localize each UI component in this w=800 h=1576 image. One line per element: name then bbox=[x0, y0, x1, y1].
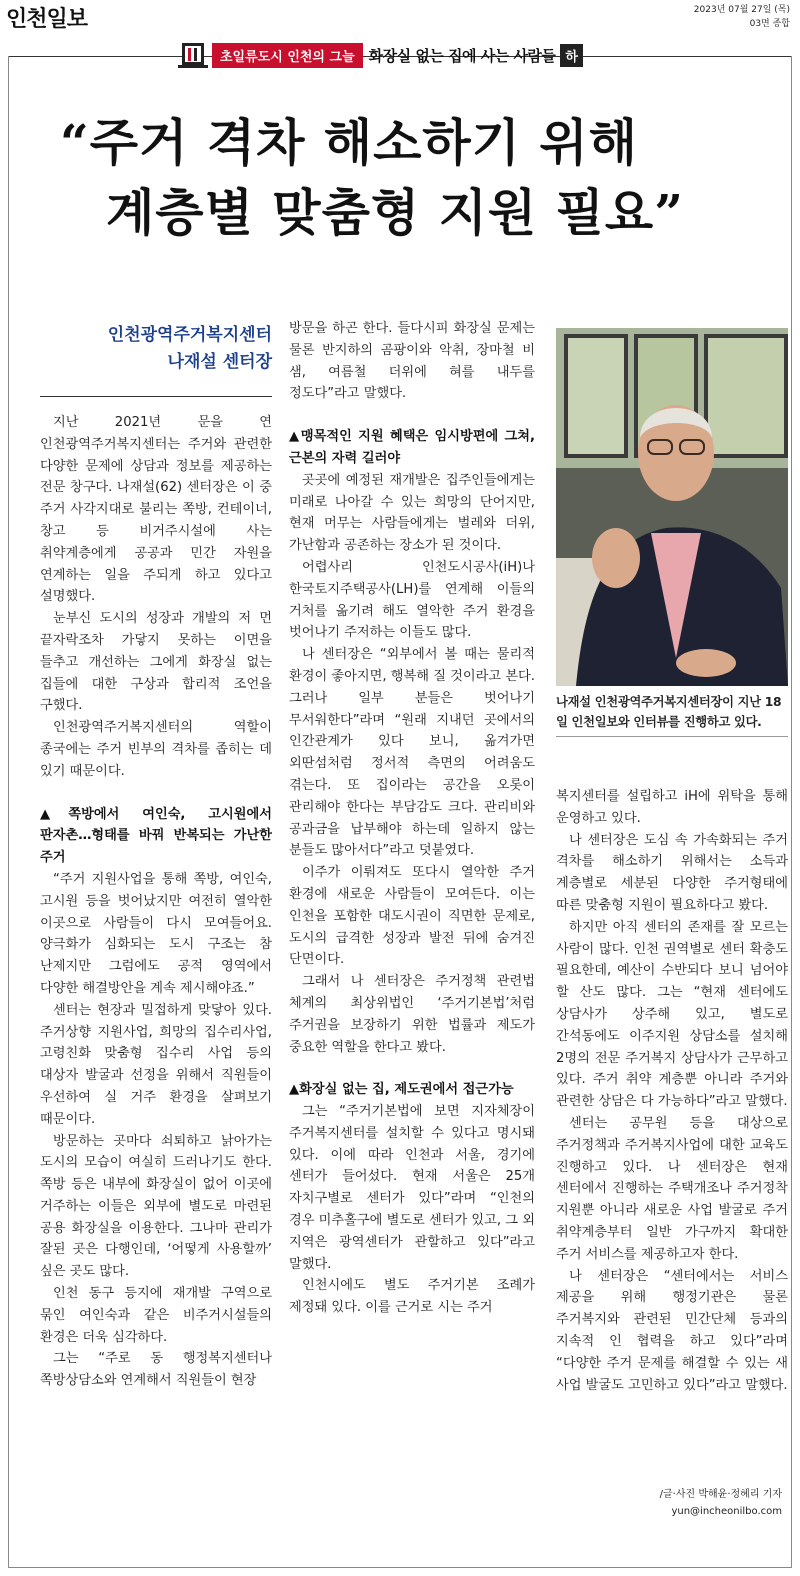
interviewee-org: 인천광역주거복지센터 bbox=[107, 325, 272, 345]
paragraph: 인천 동구 등지에 재개발 구역으로 묶인 여인숙과 같은 비주거시설들의 환경은 더욱 심각하다. bbox=[40, 1286, 272, 1345]
paragraph: 복지센터를 설립하고 iH에 위탁을 통해 운영하고 있다. bbox=[556, 789, 788, 826]
paragraph: 지난 2021년 문을 연 인천광역주거복지센터는 주거와 관련한 다양한 문제에 상담과 정보를 제공하는 전문 창구다. 나재설(62) 센터장은 이 중 주거 사각지대로 불리는 쪽방, 컨테이너, 창고 등 비거주시설에 사는 취약계층에게 공공과 민간 자원을 연계하는 일을 주되게 하고 있다고 설명했다. bbox=[40, 415, 272, 605]
dateline bbox=[694, 3, 790, 31]
series-part-badge: 하 bbox=[560, 44, 583, 67]
subhead-rule bbox=[40, 396, 272, 397]
issue-date: 2023년 07월 27일 (목) bbox=[693, 5, 790, 15]
byline-email: yun@incheonilbo.com bbox=[671, 1506, 782, 1517]
interview-photo bbox=[556, 328, 788, 686]
paragraph: 방문을 하곤 한다. 들다시피 화장실 문제는 물론 반지하의 곰팡이와 악취, 장마철 비 샘, 여름철 더위에 혀를 내두를 정도다”라고 말했다. bbox=[289, 321, 535, 402]
headline-line1: “주거 격차 해소하기 위해 bbox=[60, 113, 638, 172]
paragraph: 이주가 이뤄져도 또다시 열악한 주거 환경에 새로운 사람들이 모여든다. 이는 인천을 포함한 대도시권이 직면한 문제로, 도시의 급격한 성장과 발전 뒤에 숨겨진 단면이다. bbox=[289, 865, 535, 968]
article-column-1 bbox=[40, 412, 272, 1562]
paragraph: 나 센터장은 “외부에서 볼 때는 물리적 환경이 좋아지면, 행복해 질 것이라고 본다. 그러나 일부 분들은 벗어나기 무서워한다”라며 “원래 지내던 곳에서의 인간관계가 있다 보니, 옮겨가면 외딴섬처럼 정서적 측면의 어려움도 겪는다. 또 집이라는 공간을 오롯이 관리해야 한다는 부담감도 크다. 관리비와 공과금을 납부해야 하는데 일하지 않는 분들도 많아서다”라고 덧붙였다. bbox=[289, 647, 535, 859]
paragraph: 어렵사리 인천도시공사(iH)나 한국토지주택공사(LH)를 연계해 이들의 거처를 옮기려 해도 열악한 주거 환경을 벗어나기 주저하는 이들도 많다. bbox=[289, 559, 535, 641]
interviewee-subhead bbox=[40, 322, 272, 376]
series-title: 화장실 없는 집에 사는 사람들 bbox=[368, 46, 556, 65]
paragraph: 그는 “주로 동 행정복지센터나 쪽방상담소와 연계해서 직원들이 현장 bbox=[40, 1351, 272, 1389]
article-column-3 bbox=[556, 786, 788, 1468]
caption-rule bbox=[556, 736, 788, 737]
paragraph: 그래서 나 센터장은 주거정책 관련법 체계의 최상위법인 ‘주거기본법’처럼 주거권을 보장하기 위한 법률과 제도가 중요한 역할을 한다고 봤다. bbox=[289, 974, 535, 1055]
page-section: 03면 종합 bbox=[749, 19, 790, 29]
paragraph: 인천시에도 별도 주거기본 조례가 제정돼 있다. 이를 근거로 시는 주거 bbox=[289, 1278, 535, 1316]
paragraph: “주거 지원사업을 통해 쪽방, 여인숙, 고시원 등을 벗어났지만 여전히 열악한 이곳으로 사람들이 다시 모여들어요. 양극화가 심화되는 도시 구조는 참 난제지만 그럼에도 공적 영역에서 다양한 해결방안을 계속 제시해야죠.” bbox=[40, 871, 272, 996]
series-tag: 초일류도시 인천의 그늘 bbox=[212, 43, 363, 68]
masthead bbox=[0, 0, 800, 40]
byline-credit: /글·사진 박해윤·정혜리 기자 bbox=[659, 1489, 782, 1500]
paragraph: 곳곳에 예정된 재개발은 집주인들에게는 미래로 나아갈 수 있는 희망의 단어지만, 현재 머무는 사람들에게는 벌레와 더위, 가난함과 공존하는 장소가 된 것이다. bbox=[289, 472, 535, 554]
paragraph: 인천광역주거복지센터의 역할이 종국에는 주거 빈부의 격차를 좁히는 데 있기 때문이다. bbox=[40, 720, 272, 779]
section-heading: ▲화장실 없는 집, 제도권에서 접근가능 bbox=[289, 1082, 514, 1098]
byline bbox=[660, 1486, 782, 1520]
paragraph: 센터는 현장과 밀접하게 맞닿아 있다. 주거상향 지원사업, 희망의 집수리사업, 고령친화 맞춤형 집수리 사업 등의 대상자 발굴과 선정을 위해서 직원들이 우선하여 실 거주 환경을 살펴보기 때문이다. bbox=[40, 1002, 272, 1127]
interviewee-photo-illustration bbox=[556, 328, 788, 686]
headline-line2: 계층별 맞춤형 지원 필요” bbox=[106, 183, 684, 242]
building-icon bbox=[176, 40, 210, 70]
paragraph: 나 센터장은 도심 속 가속화되는 주거 격차를 해소하기 위해서는 소득과 계층별로 세분된 다양한 주거형태에 따른 맞춤형 지원이 필요하다고 봤다. bbox=[556, 832, 788, 913]
paragraph: 그는 “주거기본법에 보면 지자체장이 주거복지센터를 설치할 수 있다고 명시돼 있다. 이에 따라 인천과 서울, 경기에 센터가 들어섰다. 현재 서울은 25개 자치구별로 센터가 있다”라며 “인천의 경우 미추홀구에 별도로 센터가 있고, 그 외 지역은 광역센터가 관할하고 있다”라고 말했다. bbox=[289, 1104, 535, 1272]
paragraph: 하지만 아직 센터의 존재를 잘 모르는 사람이 많다. 인천 권역별로 센터 확충도 필요한데, 예산이 수반되다 보니 넘어야 할 산도 많다. 그는 “현재 센터에도 상담사가 상주해 있고, 별도로 간석동에도 이주지원 상담소를 설치해 2명의 전문 주거복지 상담사가 근무하고 있다. 주거 취약 계층뿐 아니라 주거와 관련한 상담은 다 가능하다”라고 말했다. bbox=[556, 919, 788, 1110]
paragraph: 방문하는 곳마다 쇠퇴하고 낡아가는 도시의 모습이 여실히 드러나기도 한다. 쪽방 등은 내부에 화장실이 없어 이곳에 거주하는 이들은 외부에 별도로 마련된 공용 화장실을 이용한다. 그나마 관리가 잘된 곳은 다행인데, ‘어떻게 사용할까’ 싶은 곳도 많다. bbox=[40, 1133, 272, 1280]
newspaper-logo: 인천일보 bbox=[6, 6, 88, 32]
series-banner bbox=[176, 40, 583, 70]
paragraph: 나 센터장은 “센터에서는 서비스 제공을 위해 행정기관은 물론 주거복지와 관련된 민간단체 등과의 지속적 인 협력을 하고 있다”라며 “다양한 주거 문제를 해결할 수 있는 새 사업 발굴도 고민하고 있다”라고 말했다. bbox=[556, 1268, 788, 1393]
interviewee-name: 나재설 센터장 bbox=[167, 352, 272, 372]
photo-caption: 나재설 인천광역주거복지센터장이 지난 18일 인천일보와 인터뷰를 진행하고 있다. bbox=[556, 695, 782, 729]
section-heading: ▲맹목적인 지원 혜택은 임시방편에 그쳐, 근본의 자력 길러야 bbox=[289, 429, 535, 466]
paragraph: 눈부신 도시의 성장과 개발의 저 먼 끝자락조차 가닿지 못하는 이면을 들추고 개선하는 그에게 화장실 없는 집들에 대한 구상과 합리적 조언을 구했다. bbox=[40, 611, 272, 714]
paragraph: 센터는 공무원 등을 대상으로 주거정책과 주거복지사업에 대한 교육도 진행하고 있다. 나 센터장은 현재 센터에서 진행하는 주택개조나 주거정착 지원뿐 아니라 새로운 사업 발굴로 주거 취약계층부터 일반 가구까지 확대한 주거 서비스를 제공하고자 한다. bbox=[556, 1115, 788, 1262]
section-heading: ▲쪽방에서 여인숙, 고시원에서 판자촌…형태를 바꿔 반복되는 가난한 주거 bbox=[40, 806, 272, 866]
headline bbox=[60, 108, 780, 248]
article-column-2 bbox=[289, 318, 535, 1562]
